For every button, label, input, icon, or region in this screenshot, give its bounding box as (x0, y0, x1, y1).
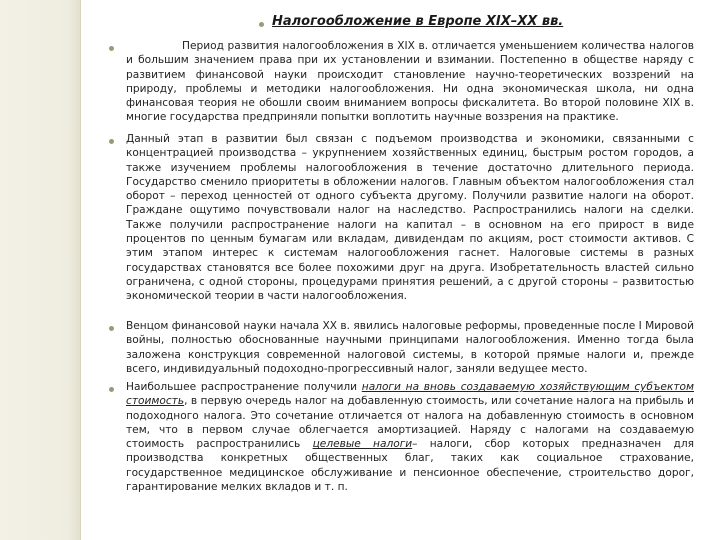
paragraph-4-text-start: Наибольшее распространение получили (126, 381, 362, 393)
paragraph-2-text: Данный этап в развитии был связан с подъемом производства и экономики, связанными с концентрацией производства – укрупнением хозяйственных единиц, быстрым ростом городов, а также изучением проблемы налогообложения в течение достаточно длительного периода. Государство сменило приоритеты в обложении налогов. Главным объектом налогообложения стал оборот – переход ценностей от одного субъекта другому. Получили развитие налоги на оборот. Граждане ощутимо почувствовали налог на наследство. Распространились налоги на сделки. Также получили распространение налоги на капитал – в основном на его прирост в виде процентов по ценным бумагам или вкладам, дивидендам по акциям, рост стоимости активов. С этим этапом интерес к системам налогообложения гаснет. Налоговые системы в разных государствах становятся все более похожими друг на друга. Изобретательность властей сильно ограничена, с одной стороны, процедурами принятия решений, а с другой стороны – развитостью экономической теории в части налогообложения. (126, 133, 694, 303)
paragraph-3-text: Венцом финансовой науки начала XX в. явились налоговые реформы, проведенные после I Мировой войны, полностью обоснованные научными принципами налогообложения. Именно тогда была заложена конструкция современной налоговой системы, в которой прямые налоги и, прежде всего, индивидуальный подоходно-прогрессивный налог, заняли ведущее место. (126, 320, 694, 375)
paragraph-4-highlight-value-added: налоги на вновь создаваемую хозяйствующим субъектом стоимость (126, 381, 694, 408)
paragraph-3 (126, 319, 694, 376)
bullet-icon (109, 387, 114, 392)
bullet-icon (109, 326, 114, 331)
paragraph-1-text: Период развития налогообложения в XIX в. отличается уменьшением количества налогов и большим значением права при их установлении и взимании. Постепенно в обществе наряду с развитием финансовой науки происходит становление научно-теоретических воззрений на природу, проблемы и методики налогообложения. Ни одна экономическая школа, ни одна финансовая теория не обошли своим вниманием вопросы фискалитета. Во второй половине XIX в. многие государства предприняли попытки воплотить научные воззрения на практике. (126, 40, 694, 124)
slide-title: Налогообложение в Европе XIX–XX вв. (272, 14, 564, 29)
paragraph-4 (126, 380, 694, 494)
title-bullet-icon (259, 22, 264, 27)
paragraph-4-text-middle: , в первую очередь налог на добавленную стоимость, или сочетание налога на прибыль и подоходного налога. Это сочетание отличается от налога на добавленную стоимость в основном тем, что в первом случае облегчается амортизацией. Наряду с налогами на создаваемую стоимость распространились (126, 395, 694, 451)
slide-left-band (0, 0, 80, 540)
bullet-icon (109, 139, 114, 144)
paragraph-2 (126, 132, 694, 304)
paragraph-4-highlight-target-taxes: целевые налоги (312, 438, 413, 451)
paragraph-4-text-end: – налоги, сбор которых предназначен для производства конкретных общественных благ, таких как социальное страхование, государственное медицинское обслуживание и пенсионное обеспечение, строительство дорог, гарантирование мелких вкладов и т. п. (126, 438, 694, 494)
paragraph-1 (126, 39, 694, 125)
bullet-icon (109, 46, 114, 51)
slide-left-divider (80, 0, 81, 540)
